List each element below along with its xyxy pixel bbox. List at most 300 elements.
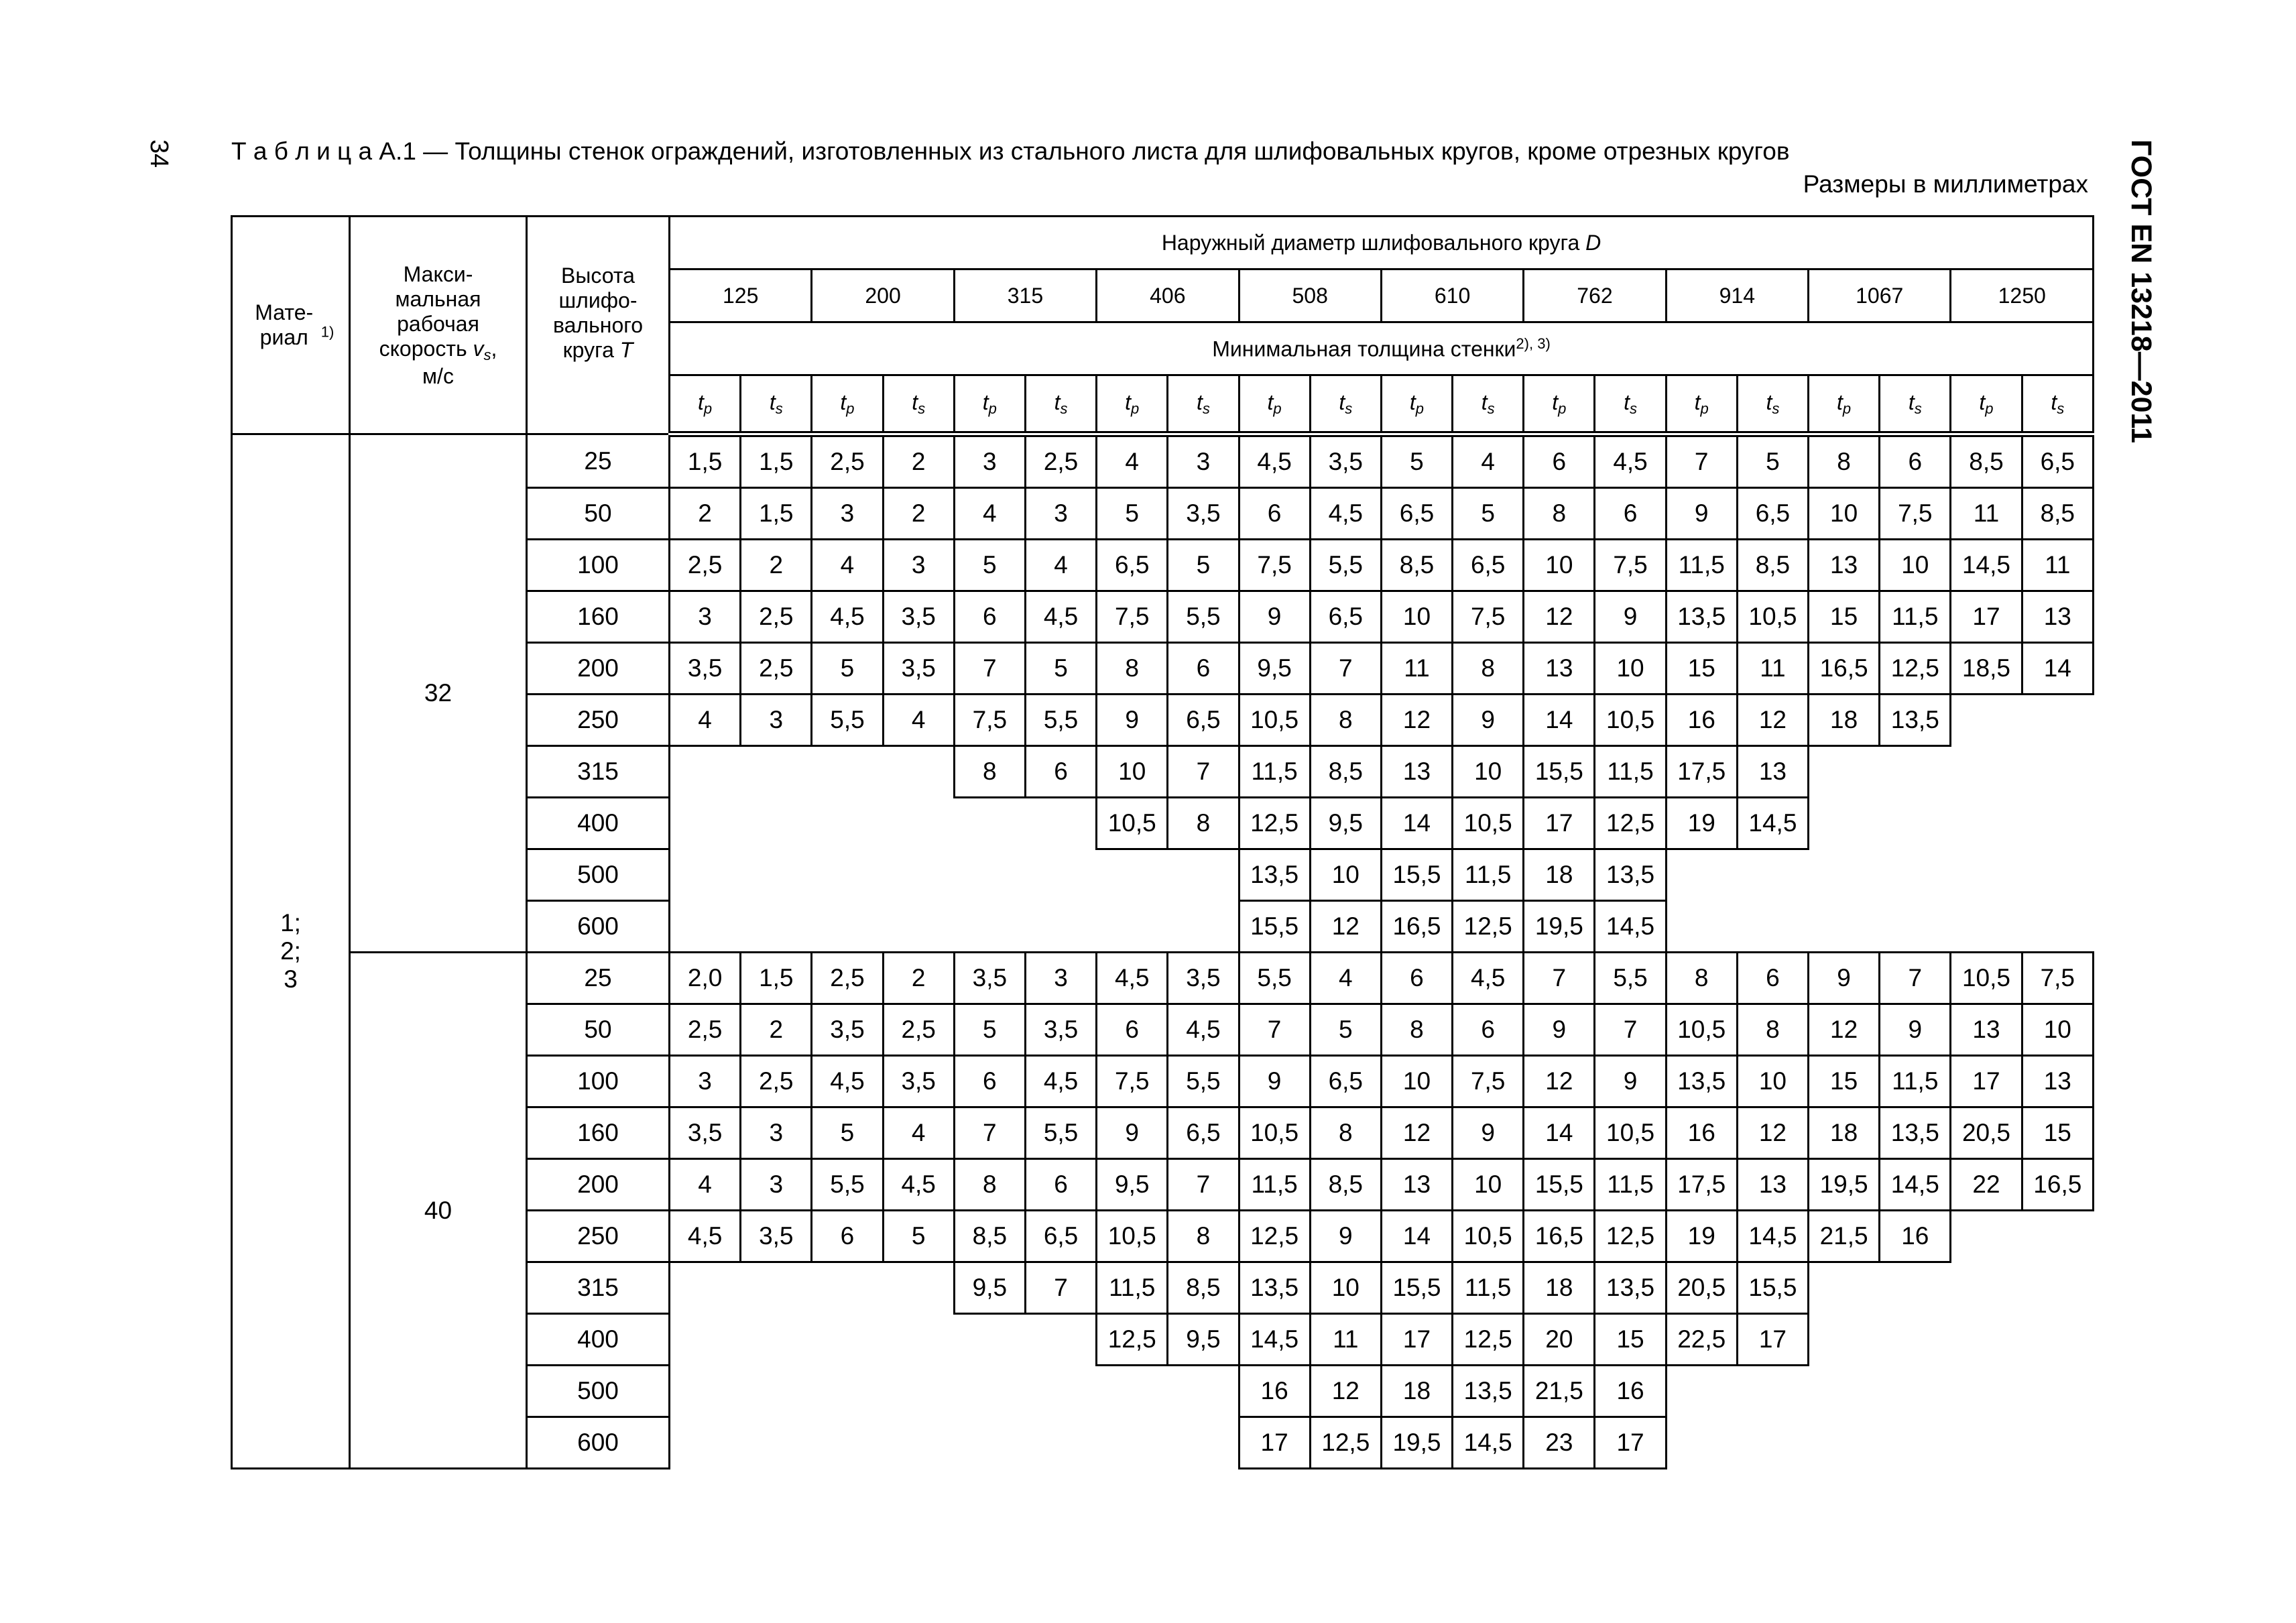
value-cell: 13 [1524,643,1595,695]
value-cell [1025,1366,1096,1417]
value-cell: 10,5 [1453,1211,1524,1262]
value-cell: 4 [670,695,741,746]
value-cell: 4,5 [883,1159,954,1211]
table-caption: Т а б л и ц а А.1 — Толщины стенок ограждений, изготовленных из стального листа для шлифовальных кругов, кроме отрезных кругов [231,137,1790,165]
value-cell: 6 [1025,746,1096,798]
height-cell: 315 [527,746,670,798]
value-cell: 2,5 [812,434,883,488]
table-row [232,434,2094,488]
value-cell: 13 [2022,1056,2093,1107]
value-cell: 3 [670,1056,741,1107]
value-cell [1168,1417,1239,1469]
ts-symbol: $t_s$ [883,375,954,434]
value-cell: 5 [883,1211,954,1262]
value-cell: 7 [1524,953,1595,1004]
value-cell: 11 [2022,540,2093,591]
value-cell: 2,5 [812,953,883,1004]
value-cell: 15 [2022,1107,2093,1159]
table-row [232,953,2094,1004]
min-thickness-header: Минимальная толщина стенки$^{2), 3)}$ [670,322,2094,375]
value-cell [1880,1417,1951,1469]
tp-symbol: $t_p$ [954,375,1025,434]
value-cell [1809,1417,1880,1469]
value-cell: 9 [1239,1056,1310,1107]
value-cell: 2,5 [741,643,812,695]
value-cell: 16,5 [1809,643,1880,695]
value-cell: 11,5 [1595,1159,1666,1211]
value-cell: 6,5 [1168,695,1239,746]
value-cell: 8,5 [954,1211,1025,1262]
value-cell: 8 [1524,488,1595,540]
value-cell: 16 [1880,1211,1951,1262]
value-cell: 12,5 [1310,1417,1381,1469]
value-cell: 18,5 [1951,643,2022,695]
value-cell: 17 [1951,1056,2022,1107]
value-cell: 6 [812,1211,883,1262]
value-cell [1097,1366,1168,1417]
value-cell: 12,5 [1239,798,1310,849]
value-cell: 3,5 [1025,1004,1096,1056]
value-cell: 6,5 [2022,434,2093,488]
diameter-1250: 1250 [1951,269,2094,322]
value-cell: 10,5 [1097,798,1168,849]
value-cell: 7 [1239,1004,1310,1056]
value-cell: 12,5 [1595,1211,1666,1262]
value-cell: 10,5 [1595,1107,1666,1159]
value-cell: 4,5 [1310,488,1381,540]
value-cell: 10 [1880,540,1951,591]
value-cell [1025,1417,1096,1469]
value-cell: 12 [1381,1107,1452,1159]
height-cell: 600 [527,901,670,953]
value-cell [2022,1314,2093,1366]
value-cell: 10 [2022,1004,2093,1056]
value-cell: 6 [1595,488,1666,540]
value-cell: 10 [1381,1056,1452,1107]
height-cell: 100 [527,540,670,591]
value-cell: 2 [883,488,954,540]
value-cell: 14,5 [1453,1417,1524,1469]
value-cell: 3 [1025,953,1096,1004]
speed-cell: 32 [350,434,527,953]
value-cell: 3,5 [741,1211,812,1262]
value-cell: 20,5 [1951,1107,2022,1159]
height-cell: 200 [527,1159,670,1211]
value-cell: 10,5 [1097,1211,1168,1262]
value-cell [670,1262,741,1314]
height-cell: 160 [527,591,670,643]
value-cell: 5,5 [812,695,883,746]
ts-symbol: $t_s$ [1595,375,1666,434]
ts-symbol: $t_s$ [1310,375,1381,434]
value-cell: 9 [1880,1004,1951,1056]
value-cell: 1,5 [741,488,812,540]
value-cell: 5 [954,1004,1025,1056]
value-cell: 13,5 [1239,1262,1310,1314]
value-cell [1951,695,2022,746]
value-cell [1880,1366,1951,1417]
value-cell [1880,1314,1951,1366]
value-cell: 10,5 [1737,591,1808,643]
value-cell: 13 [1381,746,1452,798]
value-cell: 12 [1310,901,1381,953]
value-cell: 9 [1310,1211,1381,1262]
value-cell: 12 [1381,695,1452,746]
value-cell: 7 [1025,1262,1096,1314]
value-cell: 13,5 [1666,591,1737,643]
value-cell: 10 [1453,746,1524,798]
value-cell: 3,5 [883,591,954,643]
value-cell [1168,849,1239,901]
value-cell: 1,5 [670,434,741,488]
value-cell [1168,901,1239,953]
value-cell: 16 [1666,1107,1737,1159]
value-cell: 10,5 [1239,695,1310,746]
value-cell: 2,5 [741,1056,812,1107]
value-cell: 13 [1737,1159,1808,1211]
value-cell: 5 [1453,488,1524,540]
value-cell: 18 [1381,1366,1452,1417]
value-cell [1809,901,1880,953]
value-cell: 9 [1666,488,1737,540]
value-cell [883,1366,954,1417]
value-cell: 3 [954,434,1025,488]
value-cell: 11 [1737,643,1808,695]
value-cell: 17 [1595,1417,1666,1469]
value-cell: 4 [812,540,883,591]
value-cell: 14 [1381,1211,1452,1262]
value-cell [1951,1417,2022,1469]
value-cell: 9 [1809,953,1880,1004]
value-cell: 2,5 [670,540,741,591]
value-cell: 6,5 [1097,540,1168,591]
height-cell: 25 [527,953,670,1004]
value-cell: 17 [1381,1314,1452,1366]
value-cell: 8,5 [2022,488,2093,540]
value-cell: 2 [670,488,741,540]
value-cell [812,798,883,849]
value-cell: 7,5 [1097,591,1168,643]
value-cell: 13 [1737,746,1808,798]
value-cell: 2 [883,434,954,488]
value-cell [883,1314,954,1366]
value-cell: 14 [1381,798,1452,849]
value-cell: 6 [1453,1004,1524,1056]
diameter-610: 610 [1381,269,1523,322]
value-cell [1880,901,1951,953]
ts-symbol: $t_s$ [741,375,812,434]
value-cell: 16,5 [2022,1159,2093,1211]
height-cell: 50 [527,1004,670,1056]
value-cell [1737,1417,1808,1469]
value-cell: 11 [1951,488,2022,540]
value-cell [741,849,812,901]
ts-symbol: $t_s$ [1880,375,1951,434]
value-cell: 18 [1809,695,1880,746]
value-cell [2022,695,2093,746]
value-cell: 6,5 [1168,1107,1239,1159]
value-cell: 14,5 [1737,798,1808,849]
value-cell: 13 [1381,1159,1452,1211]
value-cell: 10 [1310,1262,1381,1314]
value-cell [1951,1262,2022,1314]
value-cell: 14,5 [1737,1211,1808,1262]
value-cell: 12 [1310,1366,1381,1417]
value-cell: 19 [1666,1211,1737,1262]
value-cell: 6 [1524,434,1595,488]
value-cell: 16 [1595,1366,1666,1417]
value-cell [670,1366,741,1417]
value-cell: 4,5 [1239,434,1310,488]
value-cell: 11 [1310,1314,1381,1366]
value-cell: 10 [1809,488,1880,540]
value-cell: 17,5 [1666,746,1737,798]
value-cell: 15,5 [1381,1262,1452,1314]
value-cell [741,746,812,798]
table-header [232,217,2094,434]
value-cell [2022,798,2093,849]
tp-symbol: $t_p$ [1239,375,1310,434]
ts-symbol: $t_s$ [1168,375,1239,434]
value-cell: 17 [1737,1314,1808,1366]
tp-symbol: $t_p$ [1524,375,1595,434]
value-cell: 14 [1524,695,1595,746]
value-cell: 4 [1310,953,1381,1004]
height-cell: 400 [527,798,670,849]
height-cell: 250 [527,1211,670,1262]
value-cell: 4,5 [670,1211,741,1262]
value-cell: 15,5 [1737,1262,1808,1314]
value-cell: 3,5 [954,953,1025,1004]
value-cell: 11,5 [1595,746,1666,798]
value-cell: 7 [1666,434,1737,488]
value-cell: 7 [1595,1004,1666,1056]
standard-title: ГОСТ EN 13218—2011 [2125,139,2157,443]
value-cell [1737,1366,1808,1417]
value-cell: 4 [883,695,954,746]
value-cell: 7,5 [2022,953,2093,1004]
value-cell: 7,5 [1453,1056,1524,1107]
value-cell: 10 [1524,540,1595,591]
value-cell: 11,5 [1453,849,1524,901]
value-cell: 19 [1666,798,1737,849]
value-cell: 16 [1239,1366,1310,1417]
value-cell: 12 [1524,591,1595,643]
value-cell: 3 [1025,488,1096,540]
value-cell: 3 [883,540,954,591]
value-cell: 14,5 [1595,901,1666,953]
value-cell: 13,5 [1595,849,1666,901]
value-cell: 5 [812,1107,883,1159]
value-cell [2022,1417,2093,1469]
tp-symbol: $t_p$ [1381,375,1452,434]
value-cell: 11,5 [1239,1159,1310,1211]
value-cell: 7,5 [1239,540,1310,591]
value-cell [1737,901,1808,953]
value-cell: 23 [1524,1417,1595,1469]
value-cell: 8 [1168,798,1239,849]
value-cell [1880,849,1951,901]
value-cell: 18 [1524,1262,1595,1314]
diameter-315: 315 [954,269,1096,322]
value-cell: 6 [1097,1004,1168,1056]
height-cell: 50 [527,488,670,540]
value-cell [883,901,954,953]
value-cell: 4,5 [1595,434,1666,488]
value-cell: 4,5 [812,1056,883,1107]
value-cell [1809,1262,1880,1314]
value-cell: 4 [883,1107,954,1159]
value-cell: 13,5 [1239,849,1310,901]
value-cell: 11,5 [1666,540,1737,591]
value-cell: 2,5 [883,1004,954,1056]
value-cell: 15 [1809,591,1880,643]
value-cell: 7 [1168,1159,1239,1211]
value-cell: 1,5 [741,434,812,488]
value-cell: 6,5 [1381,488,1452,540]
value-cell: 13 [1809,540,1880,591]
value-cell [670,849,741,901]
value-cell [1025,1314,1096,1366]
value-cell: 2,5 [670,1004,741,1056]
value-cell: 8 [1168,1211,1239,1262]
value-cell: 8 [1310,695,1381,746]
value-cell: 7,5 [1097,1056,1168,1107]
value-cell [670,1314,741,1366]
value-cell [883,849,954,901]
value-cell [1666,1417,1737,1469]
value-cell [954,849,1025,901]
value-cell: 12,5 [1880,643,1951,695]
value-cell: 8,5 [1168,1262,1239,1314]
value-cell: 5 [1025,643,1096,695]
ts-symbol: $t_s$ [1737,375,1808,434]
value-cell [1809,746,1880,798]
value-cell: 5 [1310,1004,1381,1056]
value-cell [1880,746,1951,798]
value-cell [1809,849,1880,901]
value-cell: 6 [1880,434,1951,488]
value-cell: 11,5 [1880,591,1951,643]
value-cell: 14 [1524,1107,1595,1159]
speed-cell: 40 [350,953,527,1469]
value-cell: 9,5 [954,1262,1025,1314]
height-cell: 250 [527,695,670,746]
value-cell: 3 [741,695,812,746]
value-cell [1809,798,1880,849]
value-cell [883,1417,954,1469]
page-number: 34 [145,139,173,168]
value-cell: 9,5 [1097,1159,1168,1211]
value-cell [1666,1366,1737,1417]
ts-symbol: $t_s$ [1025,375,1096,434]
value-cell: 11,5 [1239,746,1310,798]
value-cell: 19,5 [1381,1417,1452,1469]
value-cell: 6,5 [1737,488,1808,540]
value-cell: 8 [1737,1004,1808,1056]
value-cell: 9 [1595,591,1666,643]
tp-symbol: $t_p$ [1666,375,1737,434]
value-cell [741,1262,812,1314]
value-cell [1951,1314,2022,1366]
value-cell: 9 [1524,1004,1595,1056]
value-cell: 6,5 [1310,1056,1381,1107]
value-cell: 5 [1381,434,1452,488]
value-cell: 4,5 [1453,953,1524,1004]
diameter-762: 762 [1524,269,1666,322]
value-cell: 13 [2022,591,2093,643]
tp-symbol: $t_p$ [1809,375,1880,434]
value-cell: 6,5 [1025,1211,1096,1262]
value-cell: 4,5 [1097,953,1168,1004]
value-cell: 4 [1453,434,1524,488]
value-cell: 12,5 [1239,1211,1310,1262]
value-cell: 14,5 [1880,1159,1951,1211]
value-cell [1951,746,2022,798]
value-cell: 20,5 [1666,1262,1737,1314]
value-cell [954,1366,1025,1417]
value-cell: 5 [954,540,1025,591]
value-cell: 8 [1666,953,1737,1004]
value-cell [1025,901,1096,953]
value-cell: 5,5 [1025,1107,1096,1159]
value-cell: 22 [1951,1159,2022,1211]
value-cell: 10,5 [1595,695,1666,746]
value-cell: 5,5 [1168,1056,1239,1107]
value-cell [812,1417,883,1469]
value-cell: 2,5 [741,591,812,643]
value-cell: 6,5 [1310,591,1381,643]
value-cell: 9 [1453,695,1524,746]
value-cell: 7,5 [1595,540,1666,591]
value-cell: 9,5 [1310,798,1381,849]
value-cell: 7,5 [954,695,1025,746]
value-cell: 10 [1737,1056,1808,1107]
value-cell [2022,746,2093,798]
tp-symbol: $t_p$ [1097,375,1168,434]
value-cell: 5,5 [1310,540,1381,591]
value-cell: 11,5 [1453,1262,1524,1314]
value-cell [1880,798,1951,849]
thickness-table [231,215,2094,1469]
value-cell: 6 [1239,488,1310,540]
height-cell: 600 [527,1417,670,1469]
value-cell [812,849,883,901]
value-cell: 8 [1310,1107,1381,1159]
height-cell: 500 [527,849,670,901]
value-cell: 7 [954,643,1025,695]
value-cell: 7,5 [1880,488,1951,540]
value-cell: 14,5 [1951,540,2022,591]
value-cell [1951,1211,2022,1262]
value-cell: 16,5 [1524,1211,1595,1262]
value-cell: 10,5 [1453,798,1524,849]
value-cell [1097,901,1168,953]
value-cell: 12,5 [1097,1314,1168,1366]
value-cell: 3,5 [1168,488,1239,540]
value-cell [812,1366,883,1417]
value-cell: 3 [1168,434,1239,488]
value-cell [1880,1262,1951,1314]
value-cell [1951,901,2022,953]
value-cell: 12 [1737,695,1808,746]
height-cell: 200 [527,643,670,695]
value-cell: 5,5 [1168,591,1239,643]
ts-symbol: $t_s$ [2022,375,2093,434]
value-cell: 3 [670,591,741,643]
value-cell: 15 [1809,1056,1880,1107]
value-cell: 9 [1097,1107,1168,1159]
